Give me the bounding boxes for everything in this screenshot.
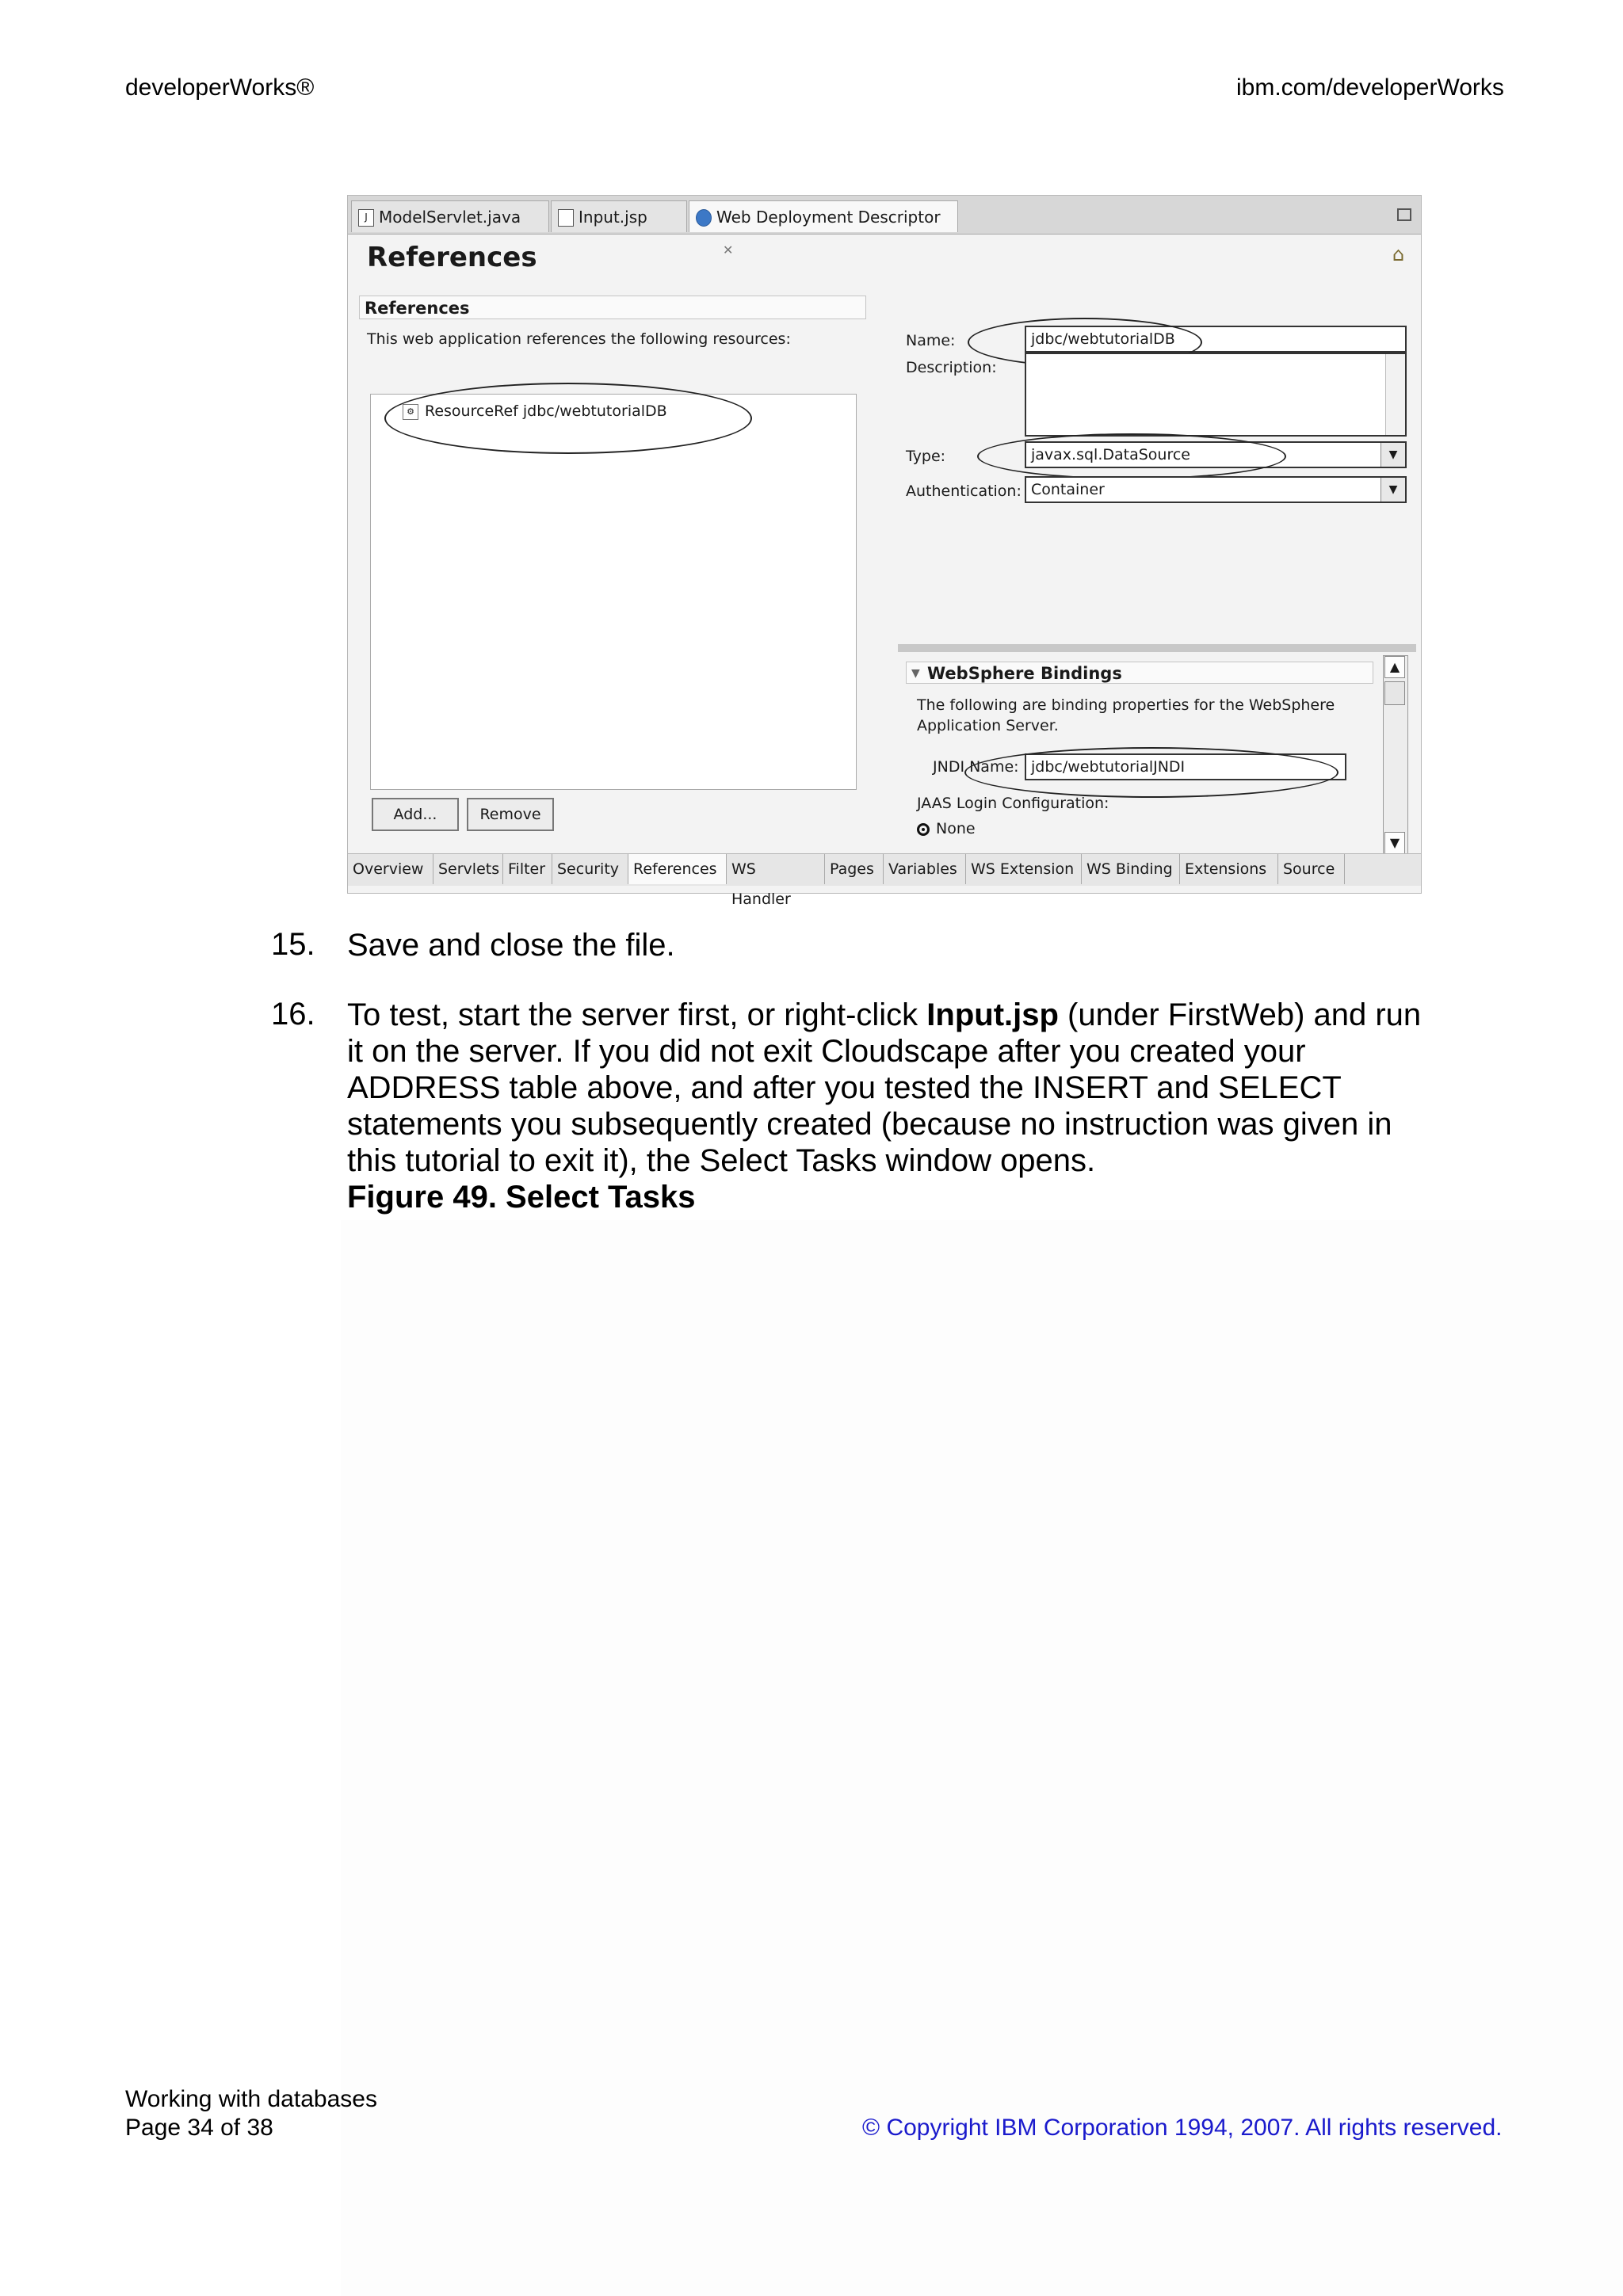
scroll-thumb[interactable] <box>1384 681 1405 705</box>
authentication-select[interactable] <box>1025 476 1407 503</box>
tab-source[interactable]: Source <box>1278 854 1345 884</box>
tab-label: ModelServlet.java <box>379 208 521 227</box>
tab-ws-extension[interactable]: WS Extension <box>966 854 1082 884</box>
reference-label: ResourceRef jdbc/webtutorialDB <box>425 402 667 420</box>
java-file-icon: J <box>358 209 374 227</box>
tab-label: Web Deployment Descriptor <box>716 208 941 227</box>
footer-title: Working with databases <box>125 2086 377 2112</box>
jaas-label: JAAS Login Configuration: <box>917 795 1109 812</box>
references-description: This web application references the following resources: <box>367 330 791 348</box>
tab-extensions[interactable]: Extensions <box>1180 854 1278 884</box>
jndi-label: JNDI Name: <box>933 758 1019 776</box>
references-header: References <box>359 296 866 319</box>
header-site: ibm.com/developerWorks <box>1236 74 1504 101</box>
close-icon[interactable]: ✕ <box>723 242 734 257</box>
highlight-oval <box>384 383 752 454</box>
chevron-down-icon[interactable]: ▼ <box>1381 443 1405 467</box>
globe-icon <box>696 209 712 227</box>
tab-input-jsp[interactable] <box>551 200 687 232</box>
type-label: Type: <box>906 448 946 465</box>
type-value: javax.sql.DataSource <box>1031 446 1190 463</box>
tab-pages[interactable]: Pages <box>825 854 884 884</box>
tab-ws-binding[interactable]: WS Binding <box>1082 854 1180 884</box>
tab-modelservlet[interactable] <box>351 200 549 232</box>
authentication-label: Authentication: <box>906 482 1022 500</box>
highlight-oval <box>977 433 1286 479</box>
description-scrollbar[interactable] <box>1385 354 1405 435</box>
details-scrollbar[interactable] <box>1383 655 1408 855</box>
step-number: 15. <box>271 927 315 962</box>
maximize-icon[interactable] <box>1397 208 1411 221</box>
tab-filter[interactable]: Filter <box>503 854 552 884</box>
name-label: Name: <box>906 332 956 349</box>
tab-security[interactable]: Security <box>552 854 628 884</box>
step-text-part: (under FirstWeb) and run it on the server. If you did not exit Cloudscape after you created your ADDRESS table above, and after you tested the INSERT and SELECT statements you subsequently created (because no instruction was given in this tutorial to exit it), the Select Tasks window opens. <box>347 997 1422 1178</box>
section-title: References <box>367 242 537 273</box>
scroll-down-icon[interactable]: ▼ <box>1384 832 1405 854</box>
tab-variables[interactable]: Variables <box>884 854 966 884</box>
page-tabs <box>348 853 1421 908</box>
web-deployment-descriptor-screenshot <box>347 195 1422 908</box>
add-button[interactable]: Add... <box>372 798 459 831</box>
resource-ref-icon: ⚙ <box>403 404 418 420</box>
figure-caption: Figure 49. Select Tasks <box>347 1180 696 1215</box>
footer-copyright: © Copyright IBM Corporation 1994, 2007. All rights reserved. <box>862 2115 1503 2141</box>
chevron-down-icon[interactable]: ▼ <box>1381 478 1405 502</box>
jndi-field[interactable]: jdbc/webtutorialJNDI <box>1025 753 1346 780</box>
step-text: Save and close the file. <box>347 928 675 963</box>
step-number: 16. <box>271 997 315 1032</box>
remove-button[interactable]: Remove <box>467 798 554 831</box>
authentication-value: Container <box>1031 481 1105 498</box>
collapse-icon[interactable]: ▼ <box>911 667 920 680</box>
step-text <box>347 997 1441 1215</box>
footer-page: Page 34 of 38 <box>125 2115 273 2141</box>
radio-selected-icon[interactable] <box>917 823 930 836</box>
tab-references[interactable]: References <box>628 854 727 884</box>
tab-servlets[interactable]: Servlets <box>433 854 503 884</box>
tab-overview[interactable]: Overview <box>348 854 433 884</box>
name-field[interactable]: jdbc/webtutorialDB <box>1025 326 1407 353</box>
header-brand: developerWorks® <box>125 74 315 101</box>
description-label: Description: <box>906 359 997 376</box>
highlight-oval <box>964 747 1338 798</box>
description-field[interactable] <box>1025 353 1407 437</box>
tab-web-deployment-descriptor[interactable] <box>689 200 958 257</box>
tab-ws-handler[interactable]: WS Handler <box>727 854 825 884</box>
tab-label: Input.jsp <box>579 208 647 227</box>
step-text-part: To test, start the server first, or right-click <box>347 997 927 1032</box>
help-icon[interactable]: ⌂ <box>1392 243 1405 265</box>
editor-tab-bar <box>348 196 1421 257</box>
websphere-header-label: WebSphere Bindings <box>927 664 1122 683</box>
none-label: None <box>936 820 976 837</box>
jsp-file-icon <box>558 209 574 227</box>
step-text-bold: Input.jsp <box>926 997 1059 1032</box>
scroll-up-icon[interactable]: ▲ <box>1384 656 1405 678</box>
references-list[interactable] <box>370 394 857 790</box>
websphere-bindings-header[interactable] <box>906 662 1373 684</box>
websphere-description: The following are binding properties for the WebSphere Application Server. <box>917 696 1335 734</box>
none-radio[interactable] <box>917 820 976 837</box>
